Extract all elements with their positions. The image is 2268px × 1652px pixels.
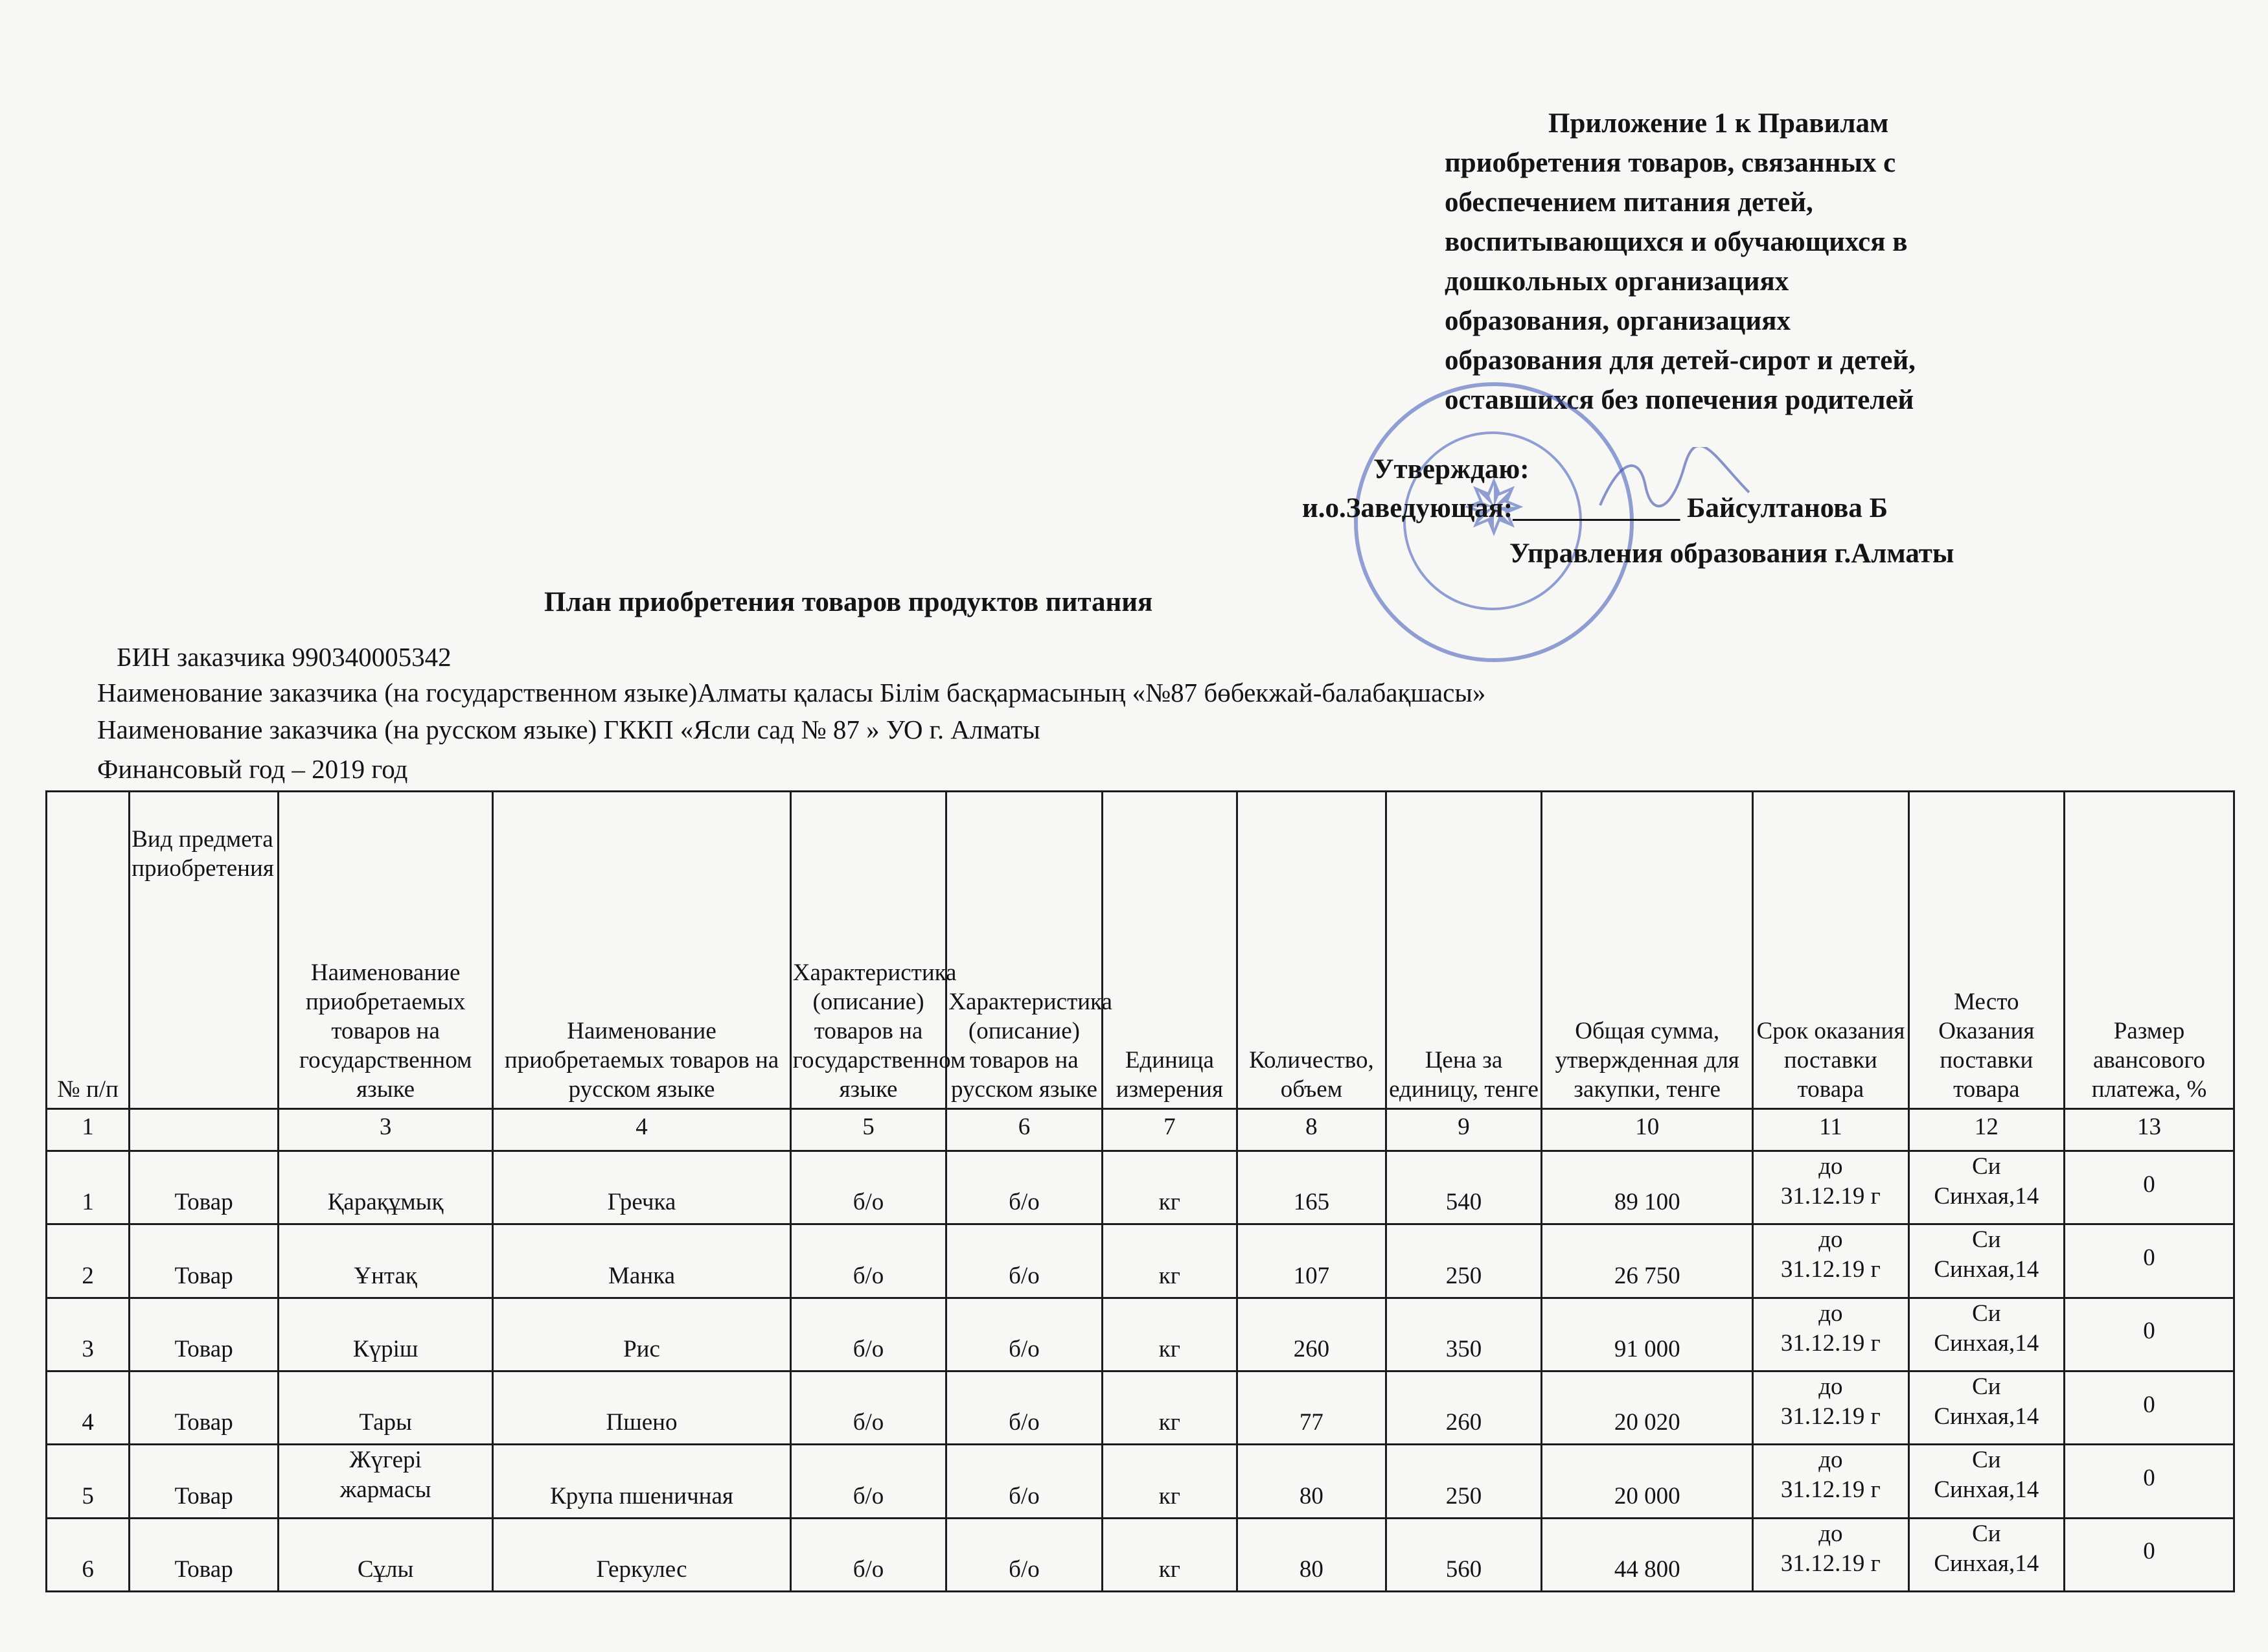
cell-kind: Товар bbox=[130, 1371, 279, 1444]
cell-name-ru: Манка bbox=[493, 1224, 791, 1298]
table-row bbox=[47, 1371, 2234, 1444]
cell-price: 250 bbox=[1386, 1224, 1541, 1298]
cell-term bbox=[1753, 1518, 1908, 1591]
place-line: Си bbox=[1972, 1447, 2001, 1474]
column-number: 7 bbox=[1102, 1109, 1237, 1151]
approve-label: Утверждаю: bbox=[1373, 454, 1529, 485]
cell-qty: 260 bbox=[1237, 1298, 1386, 1371]
cell-place bbox=[1908, 1371, 2064, 1444]
cell-advance: 0 bbox=[2065, 1151, 2234, 1224]
cell-kind: Товар bbox=[130, 1224, 279, 1298]
cell-name-ru: Пшено bbox=[493, 1371, 791, 1444]
column-number-row bbox=[47, 1109, 2234, 1151]
appendix-line: образования для детей-сирот и детей, bbox=[1445, 345, 1916, 376]
column-number: 10 bbox=[1542, 1109, 1753, 1151]
document-title: План приобретения товаров продуктов питания bbox=[544, 587, 1153, 617]
term-prefix: до bbox=[1818, 1226, 1843, 1254]
place-line: Си bbox=[1972, 1373, 2001, 1400]
cell-total: 20 020 bbox=[1542, 1371, 1753, 1444]
column-number: 5 bbox=[790, 1109, 946, 1151]
term-date: 31.12.19 г bbox=[1780, 1403, 1881, 1430]
cell-unit: кг bbox=[1102, 1518, 1237, 1591]
appendix-line: образования, организациях bbox=[1445, 306, 1791, 336]
cell-qty: 77 bbox=[1237, 1371, 1386, 1444]
appendix-line: обеспечением питания детей, bbox=[1445, 187, 1813, 218]
cell-char-state: б/о bbox=[790, 1224, 946, 1298]
column-number: 11 bbox=[1753, 1109, 1908, 1151]
cell-kind: Товар bbox=[130, 1298, 279, 1371]
header-unit: Единица измерения bbox=[1102, 792, 1237, 1109]
term-date: 31.12.19 г bbox=[1780, 1183, 1881, 1210]
cell-char-ru: б/о bbox=[946, 1151, 1102, 1224]
table-header-row bbox=[47, 792, 2234, 1109]
header-num: № п/п bbox=[47, 792, 130, 1109]
cell-term bbox=[1753, 1371, 1908, 1444]
header-kind: Вид предмета приобретения bbox=[130, 792, 279, 1109]
cell-name-ru: Крупа пшеничная bbox=[493, 1445, 791, 1518]
cell-place bbox=[1908, 1518, 2064, 1591]
cell-total: 89 100 bbox=[1542, 1151, 1753, 1224]
place-address: Синхая,14 bbox=[1934, 1256, 2039, 1283]
fiscal-year: Финансовый год – 2019 год bbox=[97, 754, 408, 784]
emblem-icon: ✵ bbox=[1461, 464, 1527, 554]
cell-name-state: Жүгері жармасы bbox=[278, 1445, 492, 1518]
header-place: Место Оказания поставки товара bbox=[1908, 792, 2064, 1109]
approver-name: Байсултанова Б bbox=[1686, 493, 1888, 523]
cell-char-ru: б/о bbox=[946, 1518, 1102, 1591]
table-row bbox=[47, 1518, 2234, 1591]
approver-organization: Управления образования г.Алматы bbox=[1509, 538, 1954, 569]
cell-total: 91 000 bbox=[1542, 1298, 1753, 1371]
cell-name-state: Тары bbox=[278, 1371, 492, 1444]
column-number: 6 bbox=[946, 1109, 1102, 1151]
cell-name-state: Қарақұмық bbox=[278, 1151, 492, 1224]
term-prefix: до bbox=[1818, 1373, 1843, 1400]
cell-num: 6 bbox=[47, 1518, 130, 1591]
cell-total: 44 800 bbox=[1542, 1518, 1753, 1591]
term-prefix: до bbox=[1818, 1300, 1843, 1327]
cell-char-state: б/о bbox=[790, 1518, 946, 1591]
column-number: 13 bbox=[2065, 1109, 2234, 1151]
cell-unit: кг bbox=[1102, 1224, 1237, 1298]
table-row bbox=[47, 1298, 2234, 1371]
cell-name-state: Сұлы bbox=[278, 1518, 492, 1591]
appendix-note bbox=[1445, 104, 2002, 420]
customer-name-state: Наименование заказчика (на государственном языке)Алматы қаласы Білім басқармасының «№87 бөбекжай-балабақшасы» bbox=[97, 678, 1486, 707]
cell-term bbox=[1753, 1298, 1908, 1371]
column-number: 9 bbox=[1386, 1109, 1541, 1151]
cell-price: 560 bbox=[1386, 1518, 1541, 1591]
cell-char-state: б/о bbox=[790, 1151, 946, 1224]
cell-char-state: б/о bbox=[790, 1298, 946, 1371]
header-name-ru: Наименование приобретаемых товаров на русском языке bbox=[493, 792, 791, 1109]
table-row bbox=[47, 1224, 2234, 1298]
cell-num: 2 bbox=[47, 1224, 130, 1298]
appendix-line: приобретения товаров, связанных с bbox=[1445, 148, 1896, 178]
cell-num: 1 bbox=[47, 1151, 130, 1224]
cell-kind: Товар bbox=[130, 1518, 279, 1591]
cell-term bbox=[1753, 1445, 1908, 1518]
place-address: Синхая,14 bbox=[1934, 1329, 2039, 1357]
appendix-line: дошкольных организациях bbox=[1445, 266, 1789, 297]
cell-advance: 0 bbox=[2065, 1371, 2234, 1444]
header-term: Срок оказания поставки товара bbox=[1753, 792, 1908, 1109]
header-char-state: Характеристика (описание) товаров на государственном языке bbox=[790, 792, 946, 1109]
cell-unit: кг bbox=[1102, 1445, 1237, 1518]
cell-price: 250 bbox=[1386, 1445, 1541, 1518]
cell-term bbox=[1753, 1151, 1908, 1224]
cell-qty: 80 bbox=[1237, 1445, 1386, 1518]
cell-char-state: б/о bbox=[790, 1445, 946, 1518]
cell-name-ru: Гречка bbox=[493, 1151, 791, 1224]
cell-name-state: Күріш bbox=[278, 1298, 492, 1371]
cell-qty: 165 bbox=[1237, 1151, 1386, 1224]
cell-place bbox=[1908, 1224, 2064, 1298]
term-date: 31.12.19 г bbox=[1780, 1256, 1881, 1283]
column-number: 8 bbox=[1237, 1109, 1386, 1151]
header-char-ru: Характеристика (описание) товаров на русском языке bbox=[946, 792, 1102, 1109]
column-number: 12 bbox=[1908, 1109, 2064, 1151]
appendix-line: воспитывающихся и обучающихся в bbox=[1445, 227, 1908, 257]
cell-num: 5 bbox=[47, 1445, 130, 1518]
cell-char-state: б/о bbox=[790, 1371, 946, 1444]
term-prefix: до bbox=[1818, 1153, 1843, 1180]
table-row bbox=[47, 1151, 2234, 1224]
term-prefix: до bbox=[1818, 1447, 1843, 1474]
cell-char-ru: б/о bbox=[946, 1445, 1102, 1518]
cell-term bbox=[1753, 1224, 1908, 1298]
cell-place bbox=[1908, 1445, 2064, 1518]
cell-num: 4 bbox=[47, 1371, 130, 1444]
term-date: 31.12.19 г bbox=[1780, 1476, 1881, 1504]
column-number bbox=[130, 1109, 279, 1151]
column-number: 1 bbox=[47, 1109, 130, 1151]
appendix-line: оставшихся без попечения родителей bbox=[1445, 385, 1914, 415]
cell-price: 540 bbox=[1386, 1151, 1541, 1224]
cell-total: 26 750 bbox=[1542, 1224, 1753, 1298]
place-address: Синхая,14 bbox=[1934, 1183, 2039, 1210]
cell-qty: 107 bbox=[1237, 1224, 1386, 1298]
cell-char-ru: б/о bbox=[946, 1371, 1102, 1444]
procurement-table bbox=[45, 790, 2235, 1592]
place-line: Си bbox=[1972, 1520, 2001, 1547]
cell-num: 3 bbox=[47, 1298, 130, 1371]
place-line: Си bbox=[1972, 1300, 2001, 1327]
cell-unit: кг bbox=[1102, 1298, 1237, 1371]
cell-advance: 0 bbox=[2065, 1298, 2234, 1371]
cell-place bbox=[1908, 1151, 2064, 1224]
cell-price: 350 bbox=[1386, 1298, 1541, 1371]
cell-unit: кг bbox=[1102, 1151, 1237, 1224]
header-name-state: Наименование приобретаемых товаров на государственном языке bbox=[278, 792, 492, 1109]
place-address: Синхая,14 bbox=[1934, 1403, 2039, 1430]
header-qty: Количество, объем bbox=[1237, 792, 1386, 1109]
header-advance: Размер авансового платежа, % bbox=[2065, 792, 2234, 1109]
cell-name-ru: Рис bbox=[493, 1298, 791, 1371]
approver-position: и.о.Заведующая: bbox=[1302, 493, 1513, 523]
cell-advance: 0 bbox=[2065, 1445, 2234, 1518]
column-number: 3 bbox=[278, 1109, 492, 1151]
cell-unit: кг bbox=[1102, 1371, 1237, 1444]
place-line: Си bbox=[1972, 1226, 2001, 1254]
column-number: 4 bbox=[493, 1109, 791, 1151]
table-row bbox=[47, 1445, 2234, 1518]
appendix-line: Приложение 1 к Правилам bbox=[1548, 108, 1889, 139]
customer-name-russian: Наименование заказчика (на русском языке) ГККП «Ясли сад № 87 » УО г. Алматы bbox=[97, 715, 1040, 744]
cell-kind: Товар bbox=[130, 1445, 279, 1518]
cell-kind: Товар bbox=[130, 1151, 279, 1224]
cell-name-state: Ұнтақ bbox=[278, 1224, 492, 1298]
term-date: 31.12.19 г bbox=[1780, 1329, 1881, 1357]
cell-price: 260 bbox=[1386, 1371, 1541, 1444]
approval-line bbox=[1302, 492, 1888, 524]
cell-char-ru: б/о bbox=[946, 1224, 1102, 1298]
header-total: Общая сумма, утвержденная для закупки, тенге bbox=[1542, 792, 1753, 1109]
header-price: Цена за единицу, тенге bbox=[1386, 792, 1541, 1109]
cell-name-ru: Геркулес bbox=[493, 1518, 791, 1591]
place-address: Синхая,14 bbox=[1934, 1550, 2039, 1577]
place-line: Си bbox=[1972, 1153, 2001, 1180]
term-date: 31.12.19 г bbox=[1780, 1550, 1881, 1577]
cell-place bbox=[1908, 1298, 2064, 1371]
signature-line: ____________ bbox=[1513, 493, 1680, 523]
cell-char-ru: б/о bbox=[946, 1298, 1102, 1371]
term-prefix: до bbox=[1818, 1520, 1843, 1547]
cell-total: 20 000 bbox=[1542, 1445, 1753, 1518]
cell-qty: 80 bbox=[1237, 1518, 1386, 1591]
place-address: Синхая,14 bbox=[1934, 1476, 2039, 1504]
cell-advance: 0 bbox=[2065, 1518, 2234, 1591]
customer-bin: БИН заказчика 990340005342 bbox=[117, 642, 452, 672]
cell-advance: 0 bbox=[2065, 1224, 2234, 1298]
